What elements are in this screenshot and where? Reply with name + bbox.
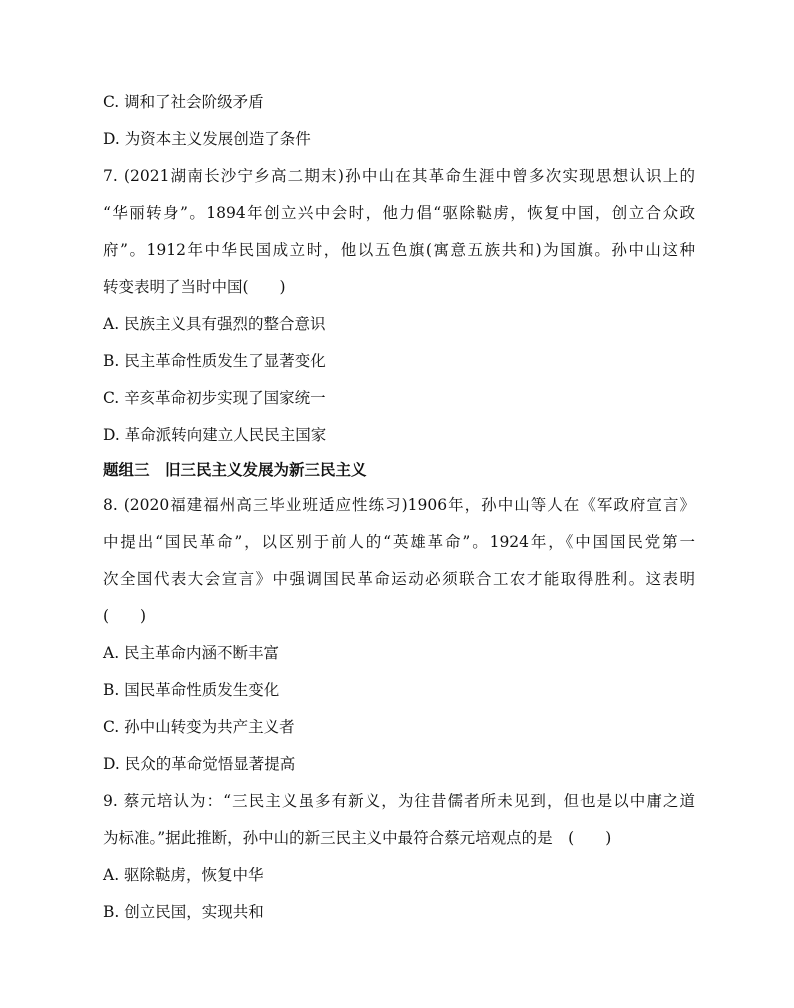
- q9-option-b: B. 创立民国，实现共和: [103, 903, 264, 921]
- q6-option-d: D. 为资本主义发展创造了条件: [103, 130, 311, 148]
- q7-option-a: A. 民族主义具有强烈的整合意识: [103, 315, 326, 333]
- q8-option-d: D. 民众的革命觉悟显著提高: [103, 755, 296, 773]
- q7-stem-line-1: 7. (2021湖南长沙宁乡高二期末)孙中山在其革命生涯中曾多次实现思想认识上的: [103, 167, 695, 185]
- q8-stem-line-1: 8. (2020福建福州高三毕业班适应性练习)1906年，孙中山等人在《军政府宣言》: [103, 496, 695, 514]
- q7-stem-line-3: 府”。1912年中华民国成立时，他以五色旗(寓意五族共和)为国旗。孙中山这种: [103, 241, 695, 259]
- q7-stem-line-4: 转变表明了当时中国( ): [103, 278, 286, 296]
- q6-option-c: C. 调和了社会阶级矛盾: [103, 93, 264, 111]
- q8-option-b: B. 国民革命性质发生变化: [103, 681, 280, 699]
- q8-option-c: C. 孙中山转变为共产主义者: [103, 718, 295, 736]
- q7-stem-line-2: “华丽转身”。1894年创立兴中会时，他力倡“驱除鞑虏，恢复中国，创立合众政: [103, 204, 695, 222]
- q9-stem-line-2: 为标准。”据此推断，孙中山的新三民主义中最符合蔡元培观点的是 ( ): [103, 829, 612, 847]
- q7-option-b: B. 民主革命性质发生了显著变化: [103, 352, 326, 370]
- q8-option-a: A. 民主革命内涵不断丰富: [103, 644, 280, 662]
- q9-stem-line-1: 9. 蔡元培认为：“三民主义虽多有新义，为往昔儒者所未见到，但也是以中庸之道: [103, 792, 695, 810]
- q8-stem-line-2: 中提出“国民革命”，以区别于前人的“英雄革命”。1924年，《中国国民党第一: [103, 533, 695, 551]
- q7-option-d: D. 革命派转向建立人民民主国家: [103, 426, 327, 444]
- group3-heading: 题组三 旧三民主义发展为新三民主义: [103, 461, 367, 479]
- q8-stem-line-3: 次全国代表大会宣言》中强调国民革命运动必须联合工农才能取得胜利。这表明: [103, 570, 695, 588]
- q8-stem-line-4: ( ): [103, 607, 147, 625]
- q9-option-a: A. 驱除鞑虏，恢复中华: [103, 866, 264, 884]
- q7-option-c: C. 辛亥革命初步实现了国家统一: [103, 389, 326, 407]
